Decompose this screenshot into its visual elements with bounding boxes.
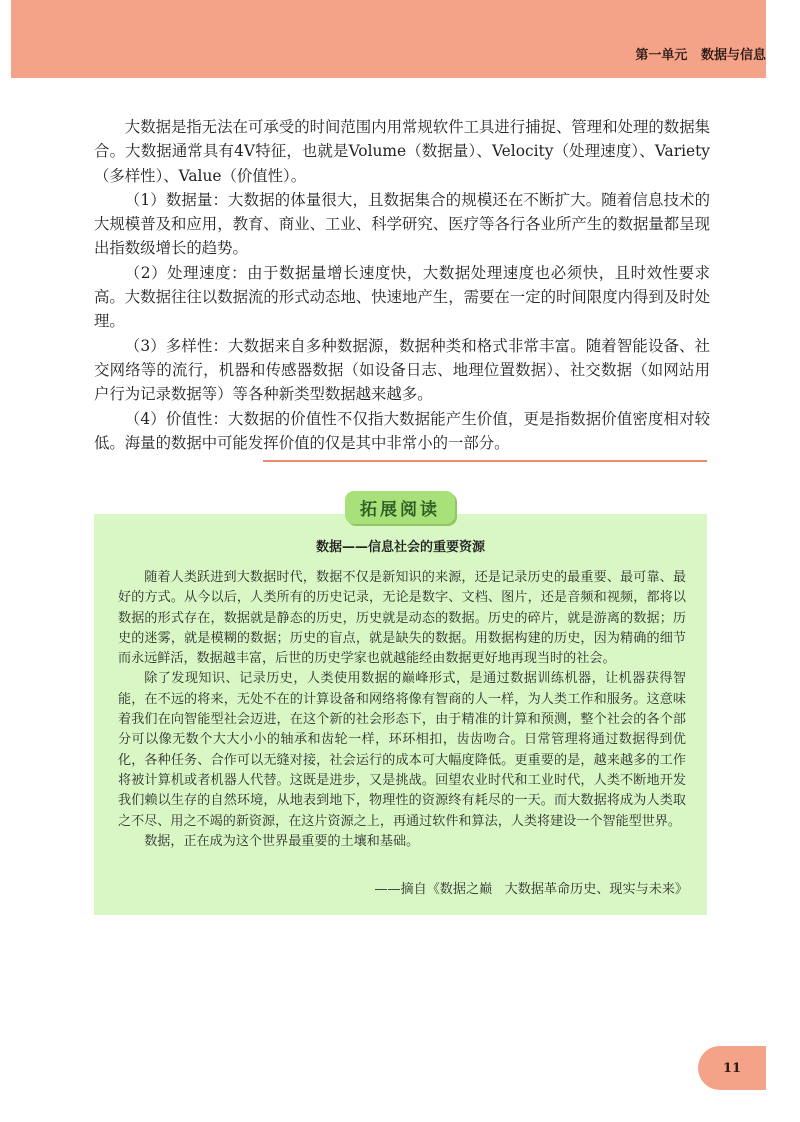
reading-paragraph: 数据，正在成为这个世界最重要的土壤和基础。 bbox=[144, 833, 420, 849]
extended-reading-tag: 拓展阅读 bbox=[345, 491, 455, 524]
value-paragraph: （4）价值性：大数据的价值性不仅指大数据能产生价值，更是指数据价值密度相对较低。海量的数据中可能发挥价值的仅是其中非常小的一部分。 bbox=[94, 409, 710, 452]
section-divider bbox=[263, 460, 707, 462]
reading-source: ——摘自《数据之巅 大数据革命历史、现实与未来》 bbox=[374, 882, 688, 897]
page-number: 11 bbox=[698, 1046, 766, 1090]
extended-reading-title: 数据——信息社会的重要资源 bbox=[315, 540, 485, 555]
extended-reading-body bbox=[118, 568, 686, 852]
velocity-paragraph: （2）处理速度：由于数据量增长速度快，大数据处理速度也必须快，且时效性要求高。大数据往往以数据流的形式动态地、快速地产生，需要在一定的时间限度内得到及时处理。 bbox=[94, 263, 710, 331]
header-band bbox=[11, 0, 766, 78]
intro-paragraph: 大数据是指无法在可承受的时间范围内用常规软件工具进行捕捉、管理和处理的数据集合。大数据通常具有4V特征，也就是Volume（数据量）、Velocity（处理速度）、Variety（多样性）、Value（价值性）。 bbox=[94, 118, 710, 185]
volume-paragraph: （1）数据量：大数据的体量很大，且数据集合的规模还在不断扩大。随着信息技术的大规模普及和应用，教育、商业、工业、科学研究、医疗等各行各业所产生的数据量都呈现出指数级增长的趋势。 bbox=[94, 190, 710, 258]
reading-paragraph: 除了发现知识、记录历史，人类使用数据的巅峰形式，是通过数据训练机器，让机器获得智能，在不远的将来，无处不在的计算设备和网络将像有智商的人一样，为人类工作和服务。这意味着我们在向智能型社会迈进，在这个新的社会形态下，由于精准的计算和预测，整个社会的各个部分可以像无数个大大小小的轴承和齿轮一样，环环相扣，齿齿吻合。日常管理将通过数据得到优化，各种任务、合作可以无缝对接，社会运行的成本可大幅度降低。更重要的是，越来越多的工作将被计算机或者机器人代替。这既是进步，又是挑战。回望农业时代和工业时代，人类不断地开发我们赖以生存的自然环境，从地表到地下，物理性的资源终有耗尽的一天。而大数据将成为人类取之不尽、用之不竭的新资源，在这片资源之上，再通过软件和算法，人类将建设一个智能型世界。 bbox=[118, 671, 686, 829]
unit-title: 第一单元 数据与信息 bbox=[635, 48, 766, 63]
variety-paragraph: （3）多样性：大数据来自多种数据源，数据种类和格式非常丰富。随着智能设备、社交网络等的流行，机器和传感器数据（如设备日志、地理位置数据）、社交数据（如网站用户行为记录数据等）等各种新类型数据越来越多。 bbox=[94, 336, 710, 404]
main-text bbox=[94, 115, 710, 455]
reading-paragraph: 随着人类跃进到大数据时代，数据不仅是新知识的来源，还是记录历史的最重要、最可靠、最好的方式。从今以后，人类所有的历史记录，无论是数字、文档、图片，还是音频和视频，都将以数据的形式存在，数据就是静态的历史，历史就是动态的数据。历史的碎片，就是游离的数据；历史的迷雾，就是模糊的数据；历史的盲点，就是缺失的数据。用数据构建的历史，因为精确的细节而永远鲜活，数据越丰富，后世的历史学家也就越能经由数据更好地再现当时的社会。 bbox=[118, 570, 686, 667]
